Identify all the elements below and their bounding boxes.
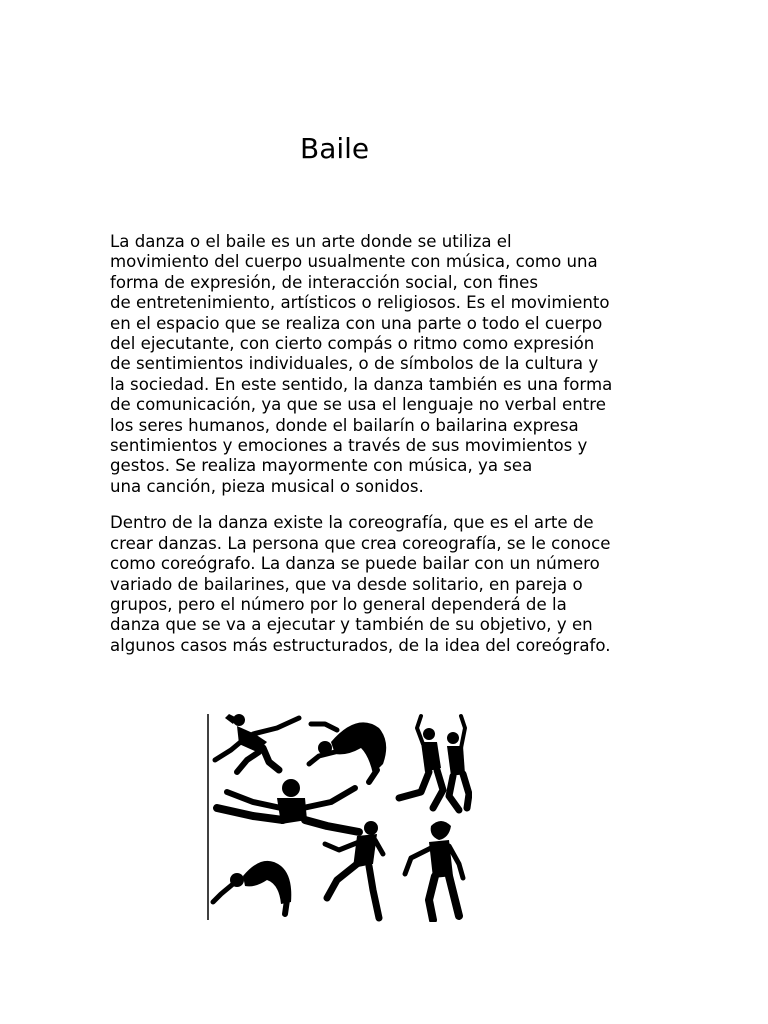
text-line: del ejecutante, con cierto compás o ritmo como expresión: [110, 334, 595, 354]
dancer-silhouette-4: [217, 779, 359, 832]
paragraph-1: [110, 232, 670, 497]
dancer-silhouette-6: [325, 821, 383, 918]
dancer-silhouette-1: [215, 714, 299, 772]
text-line: la sociedad. En este sentido, la danza también es una forma: [110, 374, 613, 394]
text-line: de sentimientos individuales, o de símbolos de la cultura y: [110, 354, 599, 374]
body-text: [110, 232, 670, 656]
text-line: La danza o el baile es un arte donde se utiliza el: [110, 232, 512, 251]
text-line: gestos. Se realiza mayormente con música, ya sea: [110, 456, 533, 476]
text-line: movimiento del cuerpo usualmente con música, como una: [110, 252, 598, 272]
text-line: una canción, pieza musical o sonidos.: [110, 476, 424, 496]
text-line: de entretenimiento, artísticos o religiosos. Es el movimiento: [110, 293, 610, 313]
dancer-silhouette-7: [405, 821, 463, 920]
text-line: sentimientos y emociones a través de sus movimientos y: [110, 436, 588, 456]
text-line: en el espacio que se realiza con una parte o todo el cuerpo: [110, 313, 603, 333]
text-line: grupos, pero el número por lo general dependerá de la: [110, 594, 567, 614]
dancer-silhouette-2: [309, 722, 386, 782]
dancer-silhouettes-illustration: [207, 712, 472, 922]
text-line: de comunicación, ya que se usa el lenguaje no verbal entre: [110, 395, 606, 415]
text-line: algunos casos más estructurados, de la idea del coreógrafo.: [110, 635, 611, 655]
text-line: variado de bailarines, que va desde solitario, en pareja o: [110, 574, 583, 594]
text-line: los seres humanos, donde el bailarín o bailarina expresa: [110, 415, 579, 435]
text-line: como coreógrafo. La danza se puede bailar con un número: [110, 554, 600, 574]
page-title: Baile: [300, 132, 370, 165]
paragraph-2: [110, 513, 670, 656]
dancer-silhouette-3: [399, 716, 469, 810]
text-line: crear danzas. La persona que crea coreografía, se le conoce: [110, 533, 611, 553]
dancer-silhouette-5: [213, 861, 291, 914]
text-line: danza que se va a ejecutar y también de su objetivo, y en: [110, 615, 593, 635]
text-line: forma de expresión, de interacción social, con fines: [110, 272, 538, 292]
text-line: Dentro de la danza existe la coreografía, que es el arte de: [110, 513, 594, 533]
